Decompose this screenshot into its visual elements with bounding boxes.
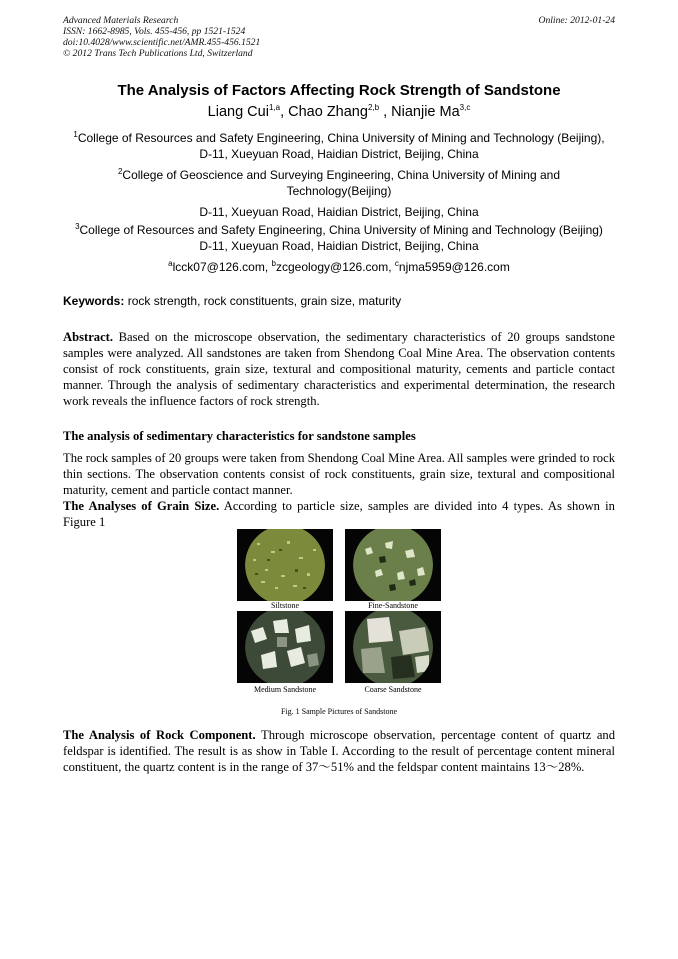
online-date: Online: 2012-01-24 [538, 15, 615, 26]
email-link[interactable]: zcgeology@126.com [275, 260, 389, 274]
fine-sandstone-image [345, 529, 441, 601]
grain-size-label: The Analyses of Grain Size. [63, 499, 220, 513]
rock-component-label: The Analysis of Rock Component. [63, 728, 256, 742]
section-heading: The analysis of sedimentary characteristics for sandstone samples [63, 429, 416, 443]
keywords [63, 294, 615, 308]
paper-title: The Analysis of Factors Affecting Rock Strength of Sandstone [117, 82, 561, 99]
figure-caption-coarse-sandstone: Coarse Sandstone [364, 685, 422, 694]
journal-header [63, 15, 615, 59]
affiliation-1: $^1$College of Resources and Safety Engineering, China University of Mining and Technology (Beijing), D-11, Xueyuan Road, Haidian District, Beijing, China [73, 130, 605, 161]
author-sup: 3,c [459, 103, 471, 113]
author-list: Liang Cui$^{1,a}$, Chao Zhang$^{2,b}$ , Nianjie Ma$^{3,c}$ [207, 103, 471, 120]
abstract-text: Based on the microscope observation, the sedimentary characteristics of 20 groups sandstone samples were analyzed. All sandstones are taken from Shendong Coal Mine Area. The observation contents consist of rock constituents, grain size, textural and compositional maturity, cements and particle contact manner. Through the analysis of sedimentary characteristics and experimental determination, the research work reveals the influence factors of rock strength. [63, 330, 615, 408]
email-link[interactable]: njma5959@126.com [398, 260, 510, 274]
figure-caption-medium-sandstone: Medium Sandstone [254, 685, 316, 694]
author-sup: 2,b [367, 103, 380, 113]
email-link[interactable]: lcck07@126.com [172, 260, 265, 274]
author-name: Chao Zhang [288, 104, 368, 120]
figure-caption-fine-sandstone: Fine-Sandstone [368, 601, 418, 610]
medium-sandstone-image [237, 611, 333, 683]
coarse-sandstone-image [345, 611, 441, 683]
affiliation-2: $^2$College of Geoscience and Surveying Engineering, China University of Mining and Technology(Beijing) D-11, Xueyuan Road, Haidian District, Beijing, China [117, 167, 561, 219]
copyright-line: © 2012 Trans Tech Publications Ltd, Switzerland [63, 48, 253, 59]
abstract-label: Abstract. [63, 330, 114, 344]
email-list: $^a$lcck07@126.com, $^b$zcgeology@126.com, $^c$njma5959@126.com [168, 259, 510, 274]
rock-component-paragraph: The Analysis of Rock Component. Through microscope observation, percentage content of quartz and feldspar is identified. The result is as show in Table I. According to the result of percentage content mineral constituent, the quartz content is in the range of 37～51% and the feldspar content maintains 13～28%. [63, 728, 616, 774]
keywords-text: rock strength, rock constituents, grain size, maturity [127, 294, 402, 308]
section-paragraph: The rock samples of 20 groups were taken from Shendong Coal Mine Area. All samples were grinded to rock thin sections. The observation contents consist of rock constituents, grain size, textural and compositional maturity, cement and particle contact manner. The Analyses of Grain Size. According to particle size, samples are divided into 4 types. As shown in Figure 1 [63, 451, 615, 529]
doi-line: doi:10.4028/www.scientific.net/AMR.455-456.1521 [63, 37, 261, 48]
journal-name: Advanced Materials Research [63, 15, 179, 26]
issn-line: ISSN: 1662-8985, Vols. 455-456, pp 1521-1524 [63, 26, 246, 37]
figure-caption: Fig. 1 Sample Pictures of Sandstone [281, 707, 397, 716]
siltstone-image [237, 529, 333, 601]
author-name: Nianjie Ma [391, 104, 460, 120]
abstract [63, 329, 615, 409]
author-sup: 1,a [268, 103, 281, 113]
figure-caption-siltstone: Siltstone [270, 601, 299, 610]
author-name: Liang Cui [207, 104, 269, 120]
affiliation-3: $^3$College of Resources and Safety Engineering, China University of Mining and Technology (Beijing) D-11, Xueyuan Road, Haidian District, Beijing, China [75, 222, 603, 253]
keywords-label: Keywords: [63, 294, 125, 308]
